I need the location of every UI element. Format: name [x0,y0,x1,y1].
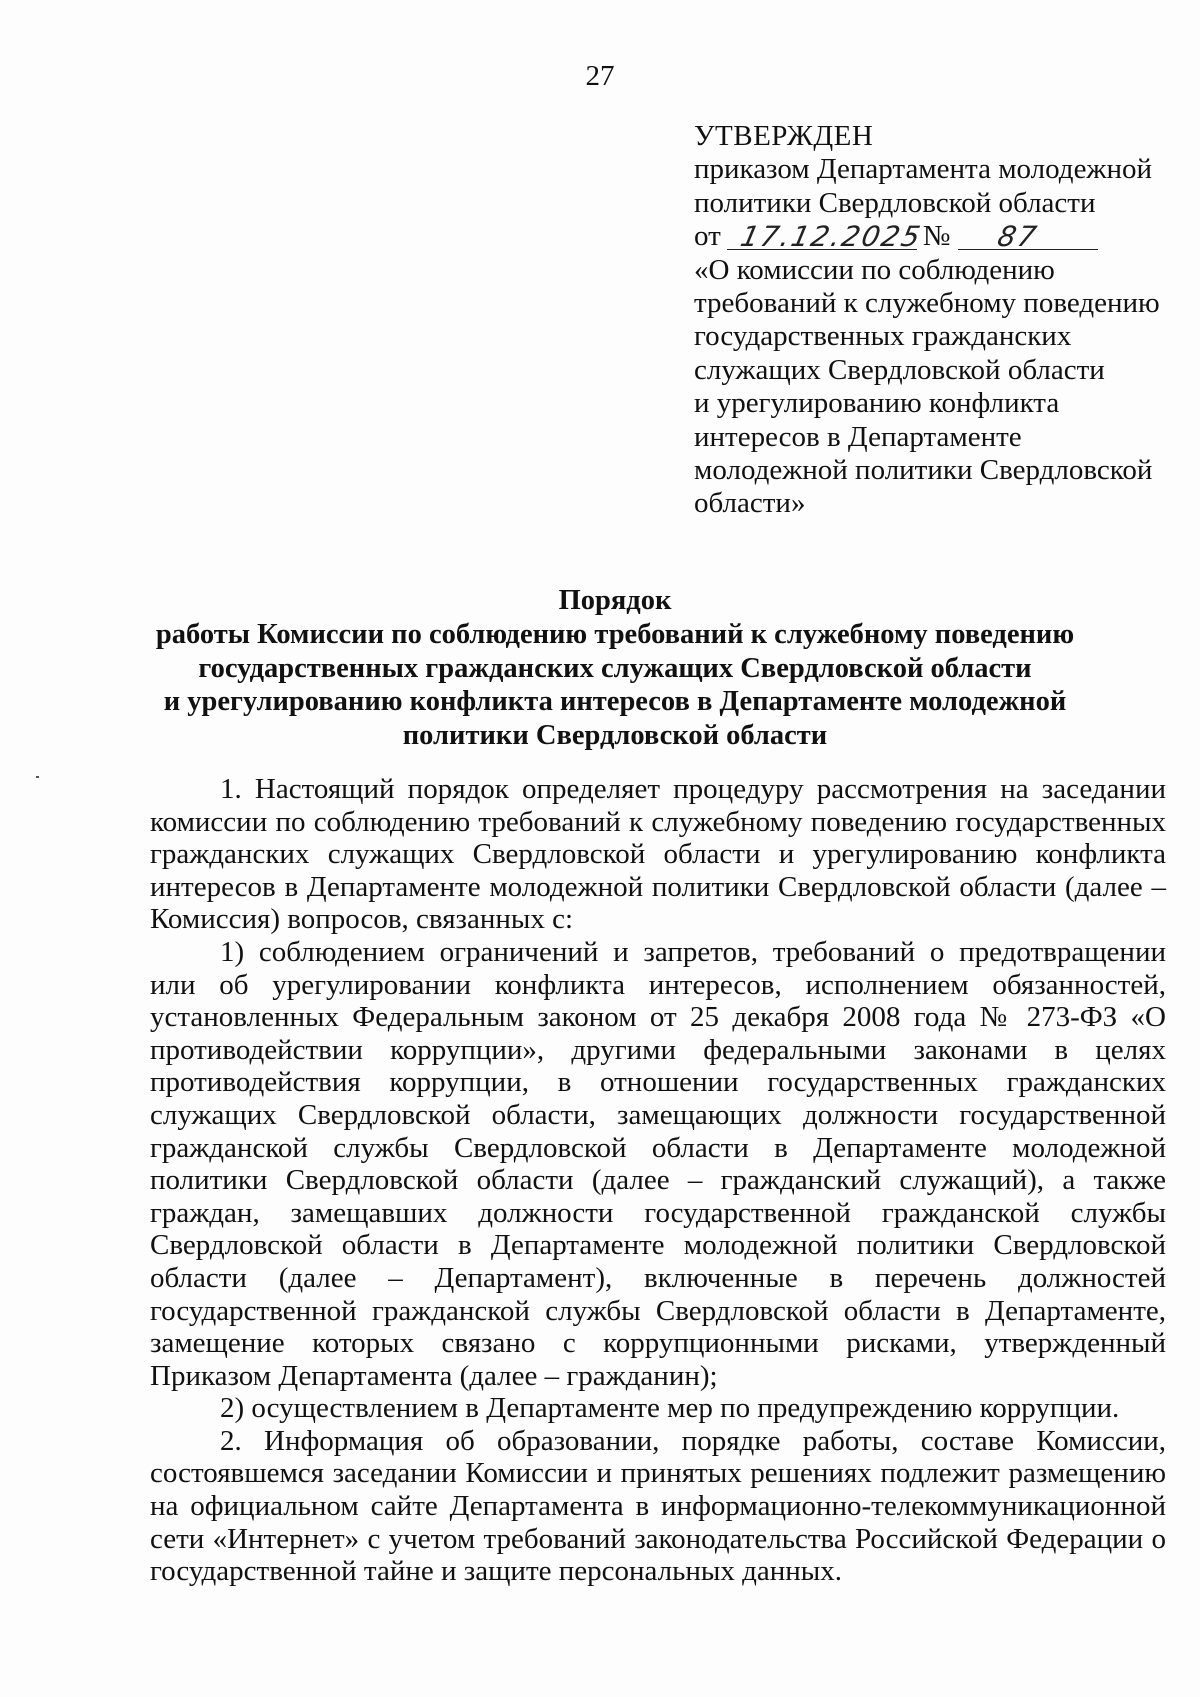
page-number: 27 [585,60,615,92]
order-title-line: интересов в Департаменте [694,420,1022,453]
approval-stamp-block [694,120,1164,521]
document-title-line: и урегулированию конфликта интересов в Департаменте молодежной [163,686,1067,718]
approval-line-1: приказом Департамента молодежной [694,153,1153,186]
order-title-line: молодежной политики Свердловской [694,454,1153,487]
number-label: № [922,220,951,253]
order-title-line: служащих Свердловской области [694,353,1105,386]
order-title-line: «О комиссии по соблюдению [694,253,1055,286]
scan-speck [36,776,39,778]
document-heading: Порядок [558,585,672,616]
number-blank [958,219,1098,253]
paragraph-2: 2. Информация об образовании, порядке работы, составе Комиссии, состоявшемся заседании Комиссии и принятых решениях подлежит размещению на официальном сайте Департамента в информационно-телекоммуникационной сети «Интернет» с учетом требований законодательства Российской Федерации о государственной тайне и защите персональных данных. [150,1424,1166,1588]
paragraph-1-item-2: 2) осуществлением в Департаменте мер по предупреждению коррупции. [220,1392,1120,1425]
approval-heading: УТВЕРЖДЕН [694,120,874,152]
order-title-line: и урегулированию конфликта [694,387,1060,420]
approval-date-line [694,220,1164,253]
document-title-line: политики Свердловской области [402,720,828,752]
order-title-line: требований к служебному поведению [694,287,1160,320]
date-blank [727,219,925,253]
document-title-line: государственных гражданских служащих Свердловской области [198,652,1032,684]
paragraph-1: 1. Настоящий порядок определяет процедуру рассмотрения на заседании комиссии по соблюдению требований к служебному поведению государственных гражданских служащих Свердловской области и урегулированию конфликта интересов в Департаменте молодежной политики Свердловской области (далее – Комиссия) вопросов, связанных с: [150,773,1166,936]
document-body [150,773,1166,1588]
approval-line-2: политики Свердловской области [694,186,1096,219]
document-title [150,584,1080,753]
order-title-line: государственных гражданских [694,320,1072,353]
document-title-line: работы Комиссии по соблюдению требований к служебному поведению [155,618,1075,650]
handwritten-number: 87 [995,219,1042,253]
order-title-line: области» [694,487,806,520]
handwritten-date: 17.12.2025 [737,219,925,253]
date-from-label: от [694,220,721,253]
paragraph-1-item-1: 1) соблюдением ограничений и запретов, требований о предотвращении или об урегулировании конфликта интересов, исполнением обязанностей, установленных Федеральным законом от 25 декабря 2008 года № 273-ФЗ «О противодействии коррупции», другими федеральными законами в целях противодействия коррупции, в отношении государственных гражданских служащих Свердловской области, замещающих должности государственной гражданской службы Свердловской области в Департаменте молодежной политики Свердловской области (далее – гражданский служащий), а также граждан, замещавших должности государственной гражданской службы Свердловской области в Департаменте молодежной политики Свердловской области (далее – Департамент), включенные в перечень должностей государственной гражданской службы Свердловской области в Департаменте, замещение которых связано с коррупционными рисками, утвержденный Приказом Департамента (далее – гражданин); [150,935,1166,1392]
